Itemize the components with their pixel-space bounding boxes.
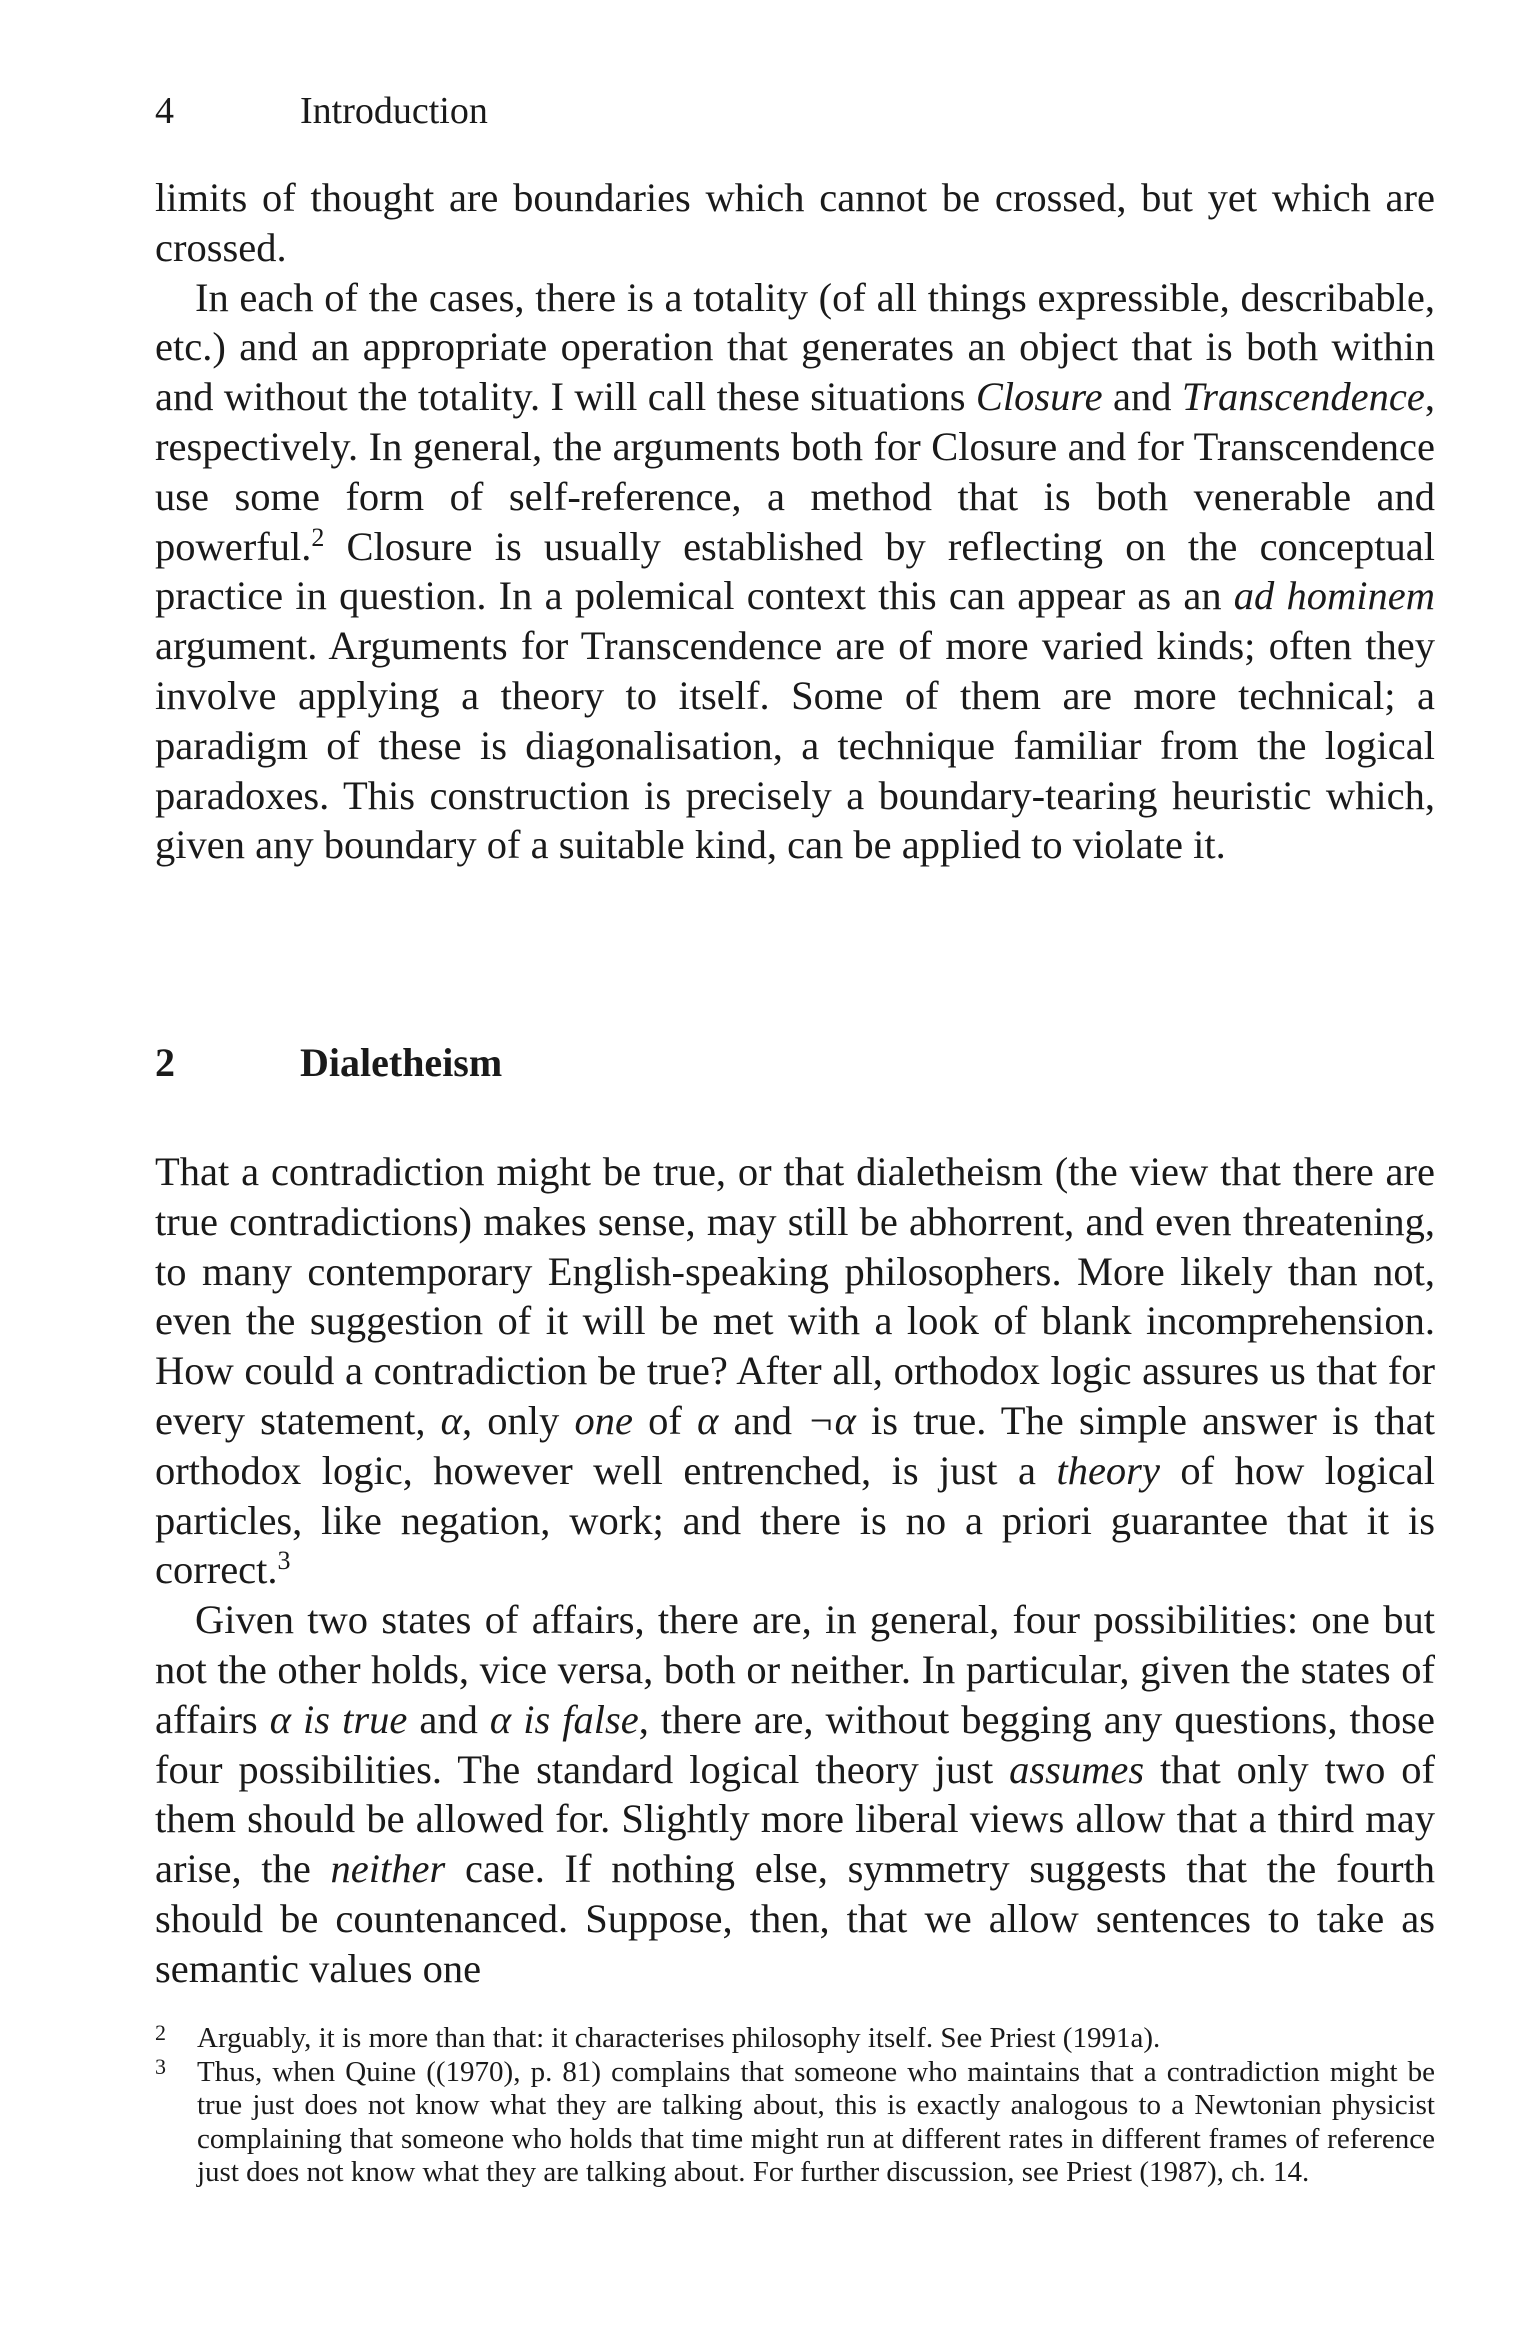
- text-run: , there are, without begging any questions, those four possibilities. The standard logical theory just: [155, 1696, 1435, 1792]
- text-run: , respectively. In general, the arguments both for Closure and for Transcendence use some form of self-reference, a method that is both venerable and powerful.: [155, 374, 1435, 569]
- term-transcendence: Transcendence: [1181, 374, 1425, 420]
- footnote-text: Arguably, it is more than that: it characterises philosophy itself. See Priest (1991a).: [197, 2022, 1161, 2054]
- term-ad-hominem: ad hominem: [1233, 573, 1435, 619]
- section-number: 2: [155, 1040, 175, 1085]
- footnote: [155, 2022, 1435, 2056]
- body-text-section: [155, 1147, 1435, 1994]
- footnotes: [155, 2022, 1435, 2190]
- text-run: and: [407, 1696, 490, 1742]
- math-alpha: α: [697, 1397, 719, 1443]
- text-run: case. If nothing else, symmetry suggests that the fourth should be countenanced. Suppose, then, that we allow sentences to take as semantic values one: [155, 1846, 1435, 1991]
- section-title: Dialetheism: [300, 1040, 503, 1085]
- footnote-text: Thus, when Quine ((1970), p. 81) complains that someone who maintains that a contradiction might be true just does not know what they are talking about, this is exactly analogous to a Newtonian physicist complaining that someone who holds that time might run at different rates in different frames of reference just does not know what they are talking about. For further discussion, see Priest (1987), ch. 14.: [197, 2055, 1435, 2189]
- text-run: that only two of them should be allowed for. Slightly more liberal views allow that a third may arise, the: [155, 1746, 1435, 1892]
- running-title: Introduction: [300, 90, 488, 132]
- text-run: and: [1102, 374, 1182, 420]
- emphasis: α is false: [489, 1696, 639, 1742]
- paragraph: [155, 1595, 1435, 1993]
- paragraph: [155, 1147, 1435, 1595]
- footnote-mark: 2: [155, 2020, 166, 2045]
- emphasis: theory: [1056, 1447, 1160, 1493]
- section-heading: [155, 1038, 502, 1088]
- text-run: Closure is usually established by reflecting on the conceptual practice in question. In a polemical context this can appear as an: [155, 523, 1435, 619]
- running-head: [155, 88, 488, 134]
- text-run: limits of thought are boundaries which cannot be crossed, but yet which are crossed.: [155, 175, 1435, 270]
- text-run: of how logical particles, like negation, work; and there is no a priori guarantee that it is correct.: [155, 1447, 1435, 1593]
- text-run: is true. The simple answer is that orthodox logic, however well entrenched, is just a: [155, 1397, 1435, 1493]
- text-run: of: [632, 1397, 698, 1443]
- footnote: [155, 2053, 1435, 2190]
- emphasis: α is true: [269, 1696, 408, 1742]
- math-alpha: α: [440, 1397, 462, 1443]
- page-number: 4: [155, 90, 174, 132]
- paragraph: [155, 173, 1435, 273]
- footnote-ref[interactable]: 3: [277, 1546, 291, 1576]
- body-text-top: [155, 173, 1435, 870]
- text-run: In each of the cases, there is a totality (of all things expressible, describable, etc.) and an appropriate operation that generates an object that is both within and without the totality. I will call these situations: [155, 274, 1435, 420]
- emphasis: one: [574, 1397, 633, 1443]
- text-run: , only: [461, 1397, 575, 1443]
- emphasis: neither: [330, 1846, 446, 1892]
- footnote-ref[interactable]: 2: [311, 522, 325, 552]
- term-closure: Closure: [975, 374, 1103, 420]
- text-run: argument. Arguments for Transcendence are of more varied kinds; often they involve applying a theory to itself. Some of them are more technical; a paradigm of these is diagonalisation, a technique familiar from the logical paradoxes. This construction is precisely a boundary-tearing heuristic which, given any boundary of a suitable kind, can be applied to violate it.: [155, 623, 1435, 868]
- text-run: and: [718, 1397, 808, 1443]
- text-run: That a contradiction might be true, or that dialetheism (the view that there are true contradictions) makes sense, may still be abhorrent, and even threatening, to many contemporary English-speaking philosophers. More likely than not, even the suggestion of it will be met with a look of blank incomprehension. How could a contradiction be true? After all, orthodox logic assures us that for every statement,: [155, 1149, 1435, 1443]
- text-run: Given two states of affairs, there are, in general, four possibilities: one but not the other holds, vice versa, both or neither. In particular, given the states of affairs: [155, 1597, 1435, 1742]
- emphasis: assumes: [1009, 1746, 1145, 1792]
- footnote-mark: 3: [155, 2053, 166, 2079]
- math-not-alpha: ¬α: [807, 1397, 856, 1443]
- paragraph: [155, 273, 1435, 871]
